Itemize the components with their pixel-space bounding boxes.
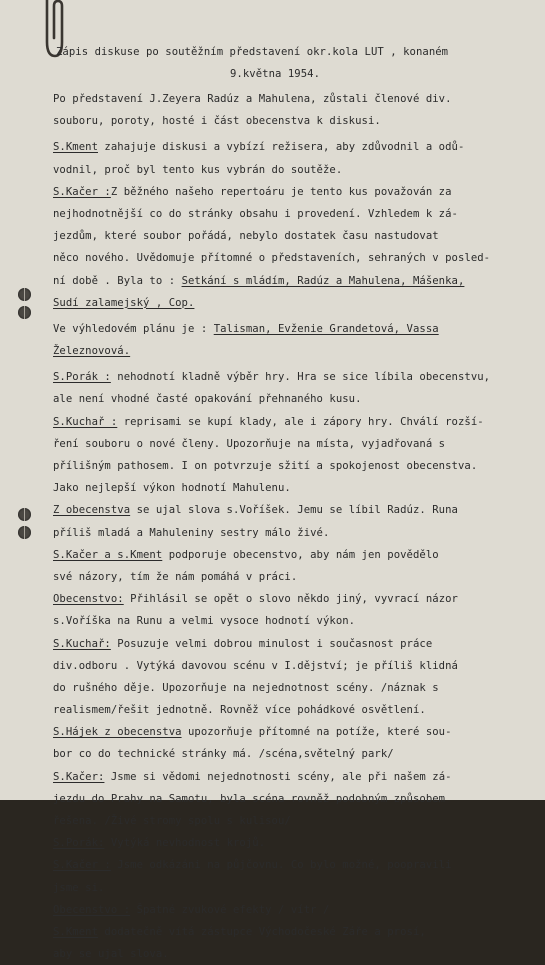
speaker-label: S.Kačer a s.Kment xyxy=(53,548,163,561)
speaker-label: S.Porák : xyxy=(53,371,111,384)
text-line xyxy=(53,633,545,655)
line-text: Špatné zvukové efekty / vítr / xyxy=(130,903,330,916)
speaker-label: S.Kačer : xyxy=(53,859,111,872)
text-line xyxy=(53,566,545,588)
speaker-label: Železnovová. xyxy=(53,345,131,358)
line-text: ní době . Byla to : xyxy=(53,274,182,287)
speaker-label: S.Hájek z obecenstva xyxy=(53,726,182,739)
text-line xyxy=(53,159,545,181)
line-text: přílišným pathosem. I on potvrzuje sžití a spokojenost obecenstva. xyxy=(53,460,478,472)
line-text: Přihlásil se opět o slovo někdo jiný, vyvrací názor xyxy=(123,593,458,606)
line-text: ření souboru o nové členy. Upozorňuje na místa, vyjadřovaná s xyxy=(53,437,446,450)
speaker-label: Obecenstvo : xyxy=(53,903,131,916)
speaker-label: S.Kuchař : xyxy=(53,415,118,428)
line-text: Jsme odkázáni na půjčovnu. Co bylo možné, poopravili xyxy=(110,859,452,872)
line-text: nehodnotí kladně výběr hry. Hra se sice líbila obecenstvu, xyxy=(110,371,491,384)
line-text: Jsme si vědomi nejednotnosti scény, ale při našem zá- xyxy=(104,770,452,783)
text-line xyxy=(53,921,545,943)
line-text: jsme si. xyxy=(53,881,105,894)
text-line xyxy=(53,88,545,110)
text-line xyxy=(53,270,545,292)
text-line xyxy=(53,721,545,743)
speaker-label: S.Kment xyxy=(53,141,98,154)
text-line xyxy=(53,318,545,340)
line-text: zahajuje diskusi a vybízí režisera, aby zdůvodnil a odů- xyxy=(98,141,465,154)
punch-hole-icon xyxy=(18,508,31,521)
text-line xyxy=(53,477,545,499)
text-line xyxy=(53,788,545,810)
line-text: upozorňuje přítomné na potíže, které sou- xyxy=(181,726,452,739)
line-text: realismem/řešit jednotně. Rovněž více pohádkové osvětlení. xyxy=(53,704,426,717)
text-line xyxy=(53,699,545,721)
speaker-label: Talisman, Evženie Grandetová, Vassa xyxy=(213,322,439,335)
line-text: Jako nejlepší výkon hodnotí Mahulenu. xyxy=(53,482,291,495)
text-line xyxy=(53,181,545,203)
line-text: jezdu do Prahy na Samotu, byla scéna rovněž podobným způsobem xyxy=(53,792,446,805)
punch-hole-icon xyxy=(18,306,31,319)
line-text: své názory, tím že nám pomáhá v práci. xyxy=(53,570,298,583)
text-line xyxy=(53,366,545,388)
text-line xyxy=(53,899,545,921)
text-line xyxy=(53,433,545,455)
document-title xyxy=(56,41,536,85)
line-text: ale není vhodné časté opakování přehnaného kusu. xyxy=(53,393,362,406)
text-line xyxy=(53,136,545,158)
text-line xyxy=(53,588,545,610)
line-text: podporuje obecenstvo, aby nám jen povědělo xyxy=(162,548,439,561)
line-text: aby se ujal slova. xyxy=(53,948,169,961)
text-line xyxy=(53,292,545,314)
line-text: s.Voříška na Runu a velmi vysoce hodnotí výkon. xyxy=(53,615,356,628)
text-line xyxy=(53,743,545,765)
text-line xyxy=(53,499,545,521)
text-line xyxy=(53,247,545,269)
text-line xyxy=(53,610,545,632)
text-line xyxy=(53,411,545,433)
text-line xyxy=(53,340,545,362)
punch-hole-icon xyxy=(18,526,31,539)
text-line xyxy=(53,854,545,876)
line-text: Po představení J.Zeyera Radúz a Mahulena, zůstali členové div. xyxy=(53,93,452,105)
line-text: bor co do technické stránky má. /scéna,světelný park/ xyxy=(53,748,394,761)
speaker-label: S.Kuchař: xyxy=(53,637,111,650)
punch-hole-icon xyxy=(18,288,31,301)
speaker-label: Z obecenstva xyxy=(53,504,131,517)
text-line xyxy=(53,203,545,225)
line-text: Posuzuje velmi dobrou minulost i současnost práce xyxy=(110,637,433,650)
line-text: Ve výhledovém plánu je : xyxy=(53,322,214,335)
title-date: 9.května 1954. xyxy=(230,68,320,80)
speaker-label: Sudí zalamejský , Cop. xyxy=(53,296,195,309)
line-text: do rušného děje. Upozorňuje na nejednotnost scény. /náznak s xyxy=(53,681,439,694)
speaker-label: S.Kment xyxy=(53,925,98,938)
text-line xyxy=(53,455,545,477)
line-text: řešena. /Živé stromy spolu s kulisou/ xyxy=(53,815,291,827)
line-text: nejhodnotnější co do stránky obsahu i provedení. Vzhledem k zá- xyxy=(53,207,458,220)
text-line xyxy=(53,110,545,132)
text-line xyxy=(53,225,545,247)
text-line xyxy=(53,810,545,832)
line-text: dodatečně vítá zástupce Východočeské Záře a prosí, xyxy=(98,925,426,938)
speaker-label: Setkání s mládím, Radúz a Mahulena, Mášenka, xyxy=(181,274,465,287)
line-text: jezdům, které soubor pořádá, nebylo dostatek času nastudovat xyxy=(53,230,439,243)
speaker-label: S.Kačer: xyxy=(53,770,105,783)
line-text: se ujal slova s.Voříšek. Jemu se líbil Radúz. Runa xyxy=(130,504,458,517)
text-line xyxy=(53,832,545,854)
line-text: něco nového. Uvědomuje přítomné o představeních, sehraných v posled- xyxy=(53,252,491,265)
speaker-label: Obecenstvo: xyxy=(53,593,124,606)
text-line xyxy=(53,388,545,410)
line-text: Vytýká nevhodnost krojů. xyxy=(104,837,266,850)
text-line xyxy=(53,766,545,788)
line-text: vodnil, proč byl tento kus vybrán do soutěže. xyxy=(53,163,343,176)
title-line: Zápis diskuse po soutěžním představení okr.kola LUT , konaném xyxy=(56,46,449,58)
line-text: div.odboru . Vytýká davovou scénu v I.dějství; je příliš klidná xyxy=(53,659,458,672)
text-line xyxy=(53,877,545,899)
text-line xyxy=(53,655,545,677)
text-line xyxy=(53,544,545,566)
line-text: souboru, poroty, hosté i část obecenstva k diskusi. xyxy=(53,115,381,128)
speaker-label: S.Porák: xyxy=(53,837,105,850)
line-text: Z běžného našeho repertoáru je tento kus považován za xyxy=(110,185,452,198)
text-line xyxy=(53,943,545,965)
document-body xyxy=(53,88,545,965)
text-line xyxy=(53,522,545,544)
line-text: reprisami se kupí klady, ale i zápory hry. Chválí rozší- xyxy=(117,415,484,428)
speaker-label: S.Kačer : xyxy=(53,185,111,198)
text-line xyxy=(53,677,545,699)
line-text: příliš mladá a Mahuleniny sestry málo živé. xyxy=(53,526,330,539)
